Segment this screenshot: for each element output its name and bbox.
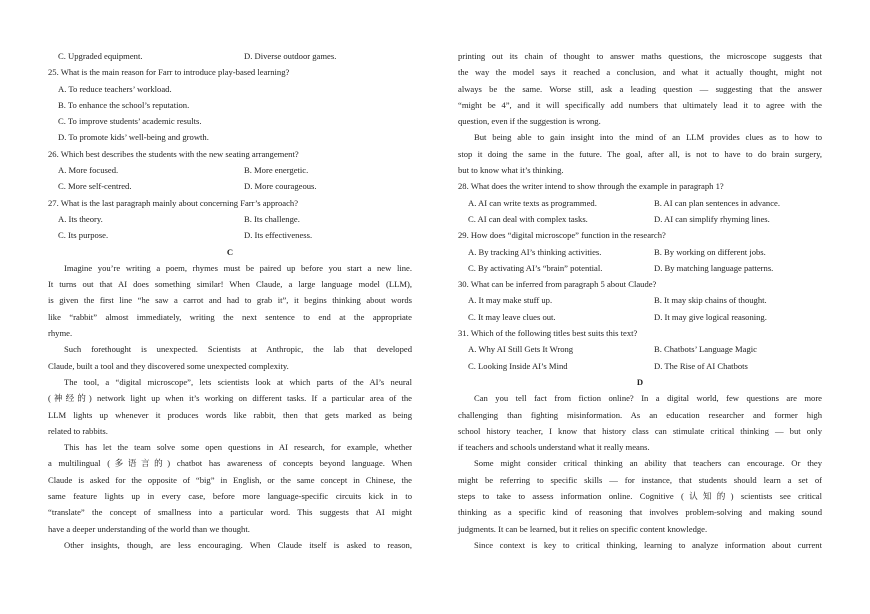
paragraph-line: “translate” the concept of smallness into a particular word. This suggests that AI might [48,507,412,518]
paragraph-line: Can you tell fact from fiction online? In a digital world, few questions are more [474,393,822,404]
paragraph-line: related to rabbits. [48,425,108,436]
q29-option-row [458,260,822,276]
q30-option-row [458,309,822,325]
paragraph-9 [458,455,822,536]
q28-option-b: B. AI can plan sentences in advance. [654,197,780,208]
q31-option-b: B. Chatbots’ Language Magic [654,344,757,355]
q28-option-a: A. AI can write texts as programmed. [468,197,597,208]
paragraph-line: Claude, built a tool and they discovered some unexpected complexity. [48,360,289,371]
q29-option-d: D. By matching language patterns. [654,262,774,273]
section-c-heading: C [226,246,234,257]
paragraph-line: stop it doing the same in the future. The goal, after all, is not to have to do brain surgery, [458,148,822,159]
paragraph-line: always be the same. Worse still, ask a leading question — suggesting that the answer [458,83,822,94]
paragraph-line: thinking as a specific kind of reasoning that involves problem-solving and making sound [458,507,822,518]
q26-option-c: C. More self-centred. [58,181,132,192]
question-27: 27. What is the last paragraph mainly about concerning Farr’s approach? [48,197,299,208]
option-d: D. Diverse outdoor games. [244,51,337,61]
question-30: 30. What can be inferred from paragraph 5 about Claude? [458,279,657,290]
paragraph-line: Some might consider critical thinking an ability that teachers can encourage. Or they [474,458,822,469]
paragraph-2 [48,341,412,374]
right-column [458,48,822,553]
option-row [48,48,412,64]
paragraph-line: rhyme. [48,328,73,339]
q27-option-d: D. Its effectiveness. [244,230,313,241]
q27-option-row [48,227,412,243]
q30-option-b: B. It may skip chains of thought. [654,295,767,306]
q30-option-c: C. It may leave clues out. [468,311,556,322]
question-31: 31. Which of the following titles best suits this text? [458,328,638,339]
option-c: C. Upgraded equipment. [58,51,143,61]
question-25: 25. What is the main reason for Farr to introduce play-based learning? [48,67,290,78]
paragraph-line: challenging than fighting misinformation. As an education researcher and former high [458,409,822,420]
q30-option-d: D. It may give logical reasoning. [654,311,767,322]
paragraph-line: Imagine you’re writing a poem, rhymes must be paired up before you start a new line. [64,262,412,273]
q31-option-d: D. The Rise of AI Chatbots [654,360,748,371]
q27-option-row [48,211,412,227]
paragraph-line: “might be 4”, and it will specifically add numbers that ultimately lead it to agree with the [458,99,822,110]
paragraph-line: Other insights, though, are less encouraging. When Claude itself is asked to reason, [64,539,412,550]
q29-option-b: B. By working on different jobs. [654,246,766,257]
paragraph-5 [48,537,412,553]
q26-option-d: D. More courageous. [244,181,317,192]
paragraph-line: is given the first line “he saw a carrot and had to grab it”, it begins thinking about words [48,295,412,306]
q27-option-a: A. Its theory. [58,213,103,224]
question-29: 29. How does “digital microscope” function in the research? [458,230,666,241]
q26-option-b: B. More energetic. [244,165,309,176]
paragraph-line: LLM lights up whenever it produces words like rabbit, then that gets marked as being [48,409,412,420]
q26-option-row [48,178,412,194]
q25-option-a: A. To reduce teachers’ workload. [58,83,172,94]
q28-option-row [458,211,822,227]
q25-option-c: C. To improve students’ academic results. [58,116,202,127]
q31-option-row [458,341,822,357]
paragraph-line: It turns out that AI does something similar! When Claude, a large language model (LLM), [48,279,412,290]
q28-option-c: C. AI can deal with complex tasks. [468,213,588,224]
q31-option-a: A. Why AI Still Gets It Wrong [468,344,574,355]
q28-option-row [458,195,822,211]
q30-option-row [458,292,822,308]
q29-option-c: C. By activating AI’s “brain” potential. [468,262,603,273]
section-d-heading: D [636,376,644,387]
paragraph-7 [458,129,822,178]
question-28: 28. What does the writer intend to show through the example in paragraph 1? [458,181,724,192]
paragraph-10 [458,537,822,553]
paragraph-line: the way the model says it reached a conclusion, and what it actually thought, might not [458,67,822,78]
paragraph-line: (神经的) network light up when it’s working on different tasks. If a particular area of the [48,393,412,404]
q27-option-c: C. Its purpose. [58,230,109,241]
paragraph-8 [458,390,822,455]
question-26: 26. Which best describes the students with the new seating arrangement? [48,148,299,159]
paragraph-line: school history teacher, I know that history class can stimulate critical thinking — but only [458,425,822,436]
paragraph-line: Claude is asked for the opposite of “big” in English, or the same concept in Chinese, the [48,474,412,485]
paragraph-line: But being able to gain insight into the mind of an LLM provides clues as to how to [474,132,822,143]
paragraph-line: same feature lights up in every case, before more language-specific circuits kick in to [48,491,412,502]
paragraph-line: printing out its chain of thought to answer maths questions, the microscope suggests that [458,51,822,61]
paragraph-line: Since context is key to critical thinking, learning to analyze information about current [474,539,822,550]
q30-option-a: A. It may make stuff up. [468,295,553,306]
q27-option-b: B. Its challenge. [244,213,300,224]
q26-option-a: A. More focused. [58,165,119,176]
paragraph-line: question, even if the suggestion is wrong. [458,116,601,127]
paragraph-line: if teachers and schools understand what it really means. [458,442,650,453]
q28-option-d: D. AI can simplify rhyming lines. [654,213,770,224]
paragraph-line: might be referring to specific skills — for instance, that students should learn a set of [458,474,822,485]
paragraph-3 [48,374,412,439]
q25-option-b: B. To enhance the school’s reputation. [58,99,190,110]
paragraph-line: judgments. It can be learned, but it relies on specific content knowledge. [458,523,708,534]
paragraph-4 [48,439,412,537]
q31-option-row [458,358,822,374]
q29-option-row [458,244,822,260]
paragraph-line: like “rabbit” almost immediately, writing the next sentence to end at the appropriate [48,311,412,322]
q31-option-c: C. Looking Inside AI’s Mind [468,360,568,371]
paragraph-line: The tool, a “digital microscope”, lets scientists look at which parts of the AI’s neural [64,376,412,387]
paragraph-line: steps to take to assess information online. Cognitive (认知的) scientists see critical [458,491,822,502]
paragraph-line: but to know what it’s thinking. [458,165,564,176]
paragraph-6 [458,48,822,129]
q25-option-d: D. To promote kids’ well-being and growth. [58,132,209,143]
paragraph-line: have a deeper understanding of the world than we thought. [48,523,250,534]
paragraph-1 [48,260,412,341]
paragraph-line: This has let the team solve some open questions in AI research, for example, whether [64,442,412,453]
left-column [48,48,412,553]
q26-option-row [48,162,412,178]
q29-option-a: A. By tracking AI’s thinking activities. [468,246,602,257]
paragraph-line: a multilingual (多语言的) chatbot has awareness of concepts beyond language. When [48,458,412,469]
paragraph-line: Such forethought is unexpected. Scientists at Anthropic, the lab that developed [64,344,412,355]
